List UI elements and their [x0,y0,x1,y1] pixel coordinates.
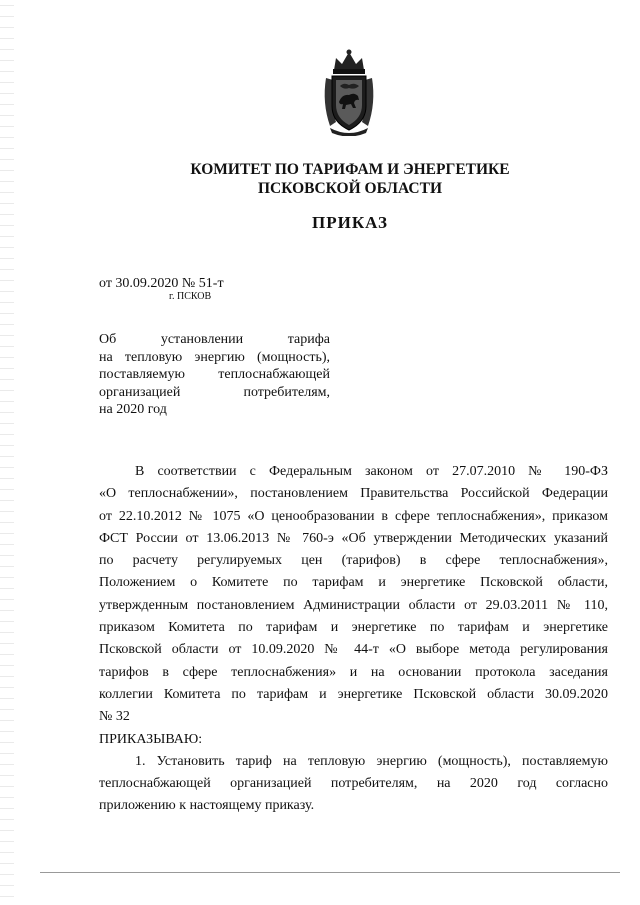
committee-name [150,160,550,198]
body-line: коллегии Комитета по тарифам и энергетике Псковской области 30.09.2020 [99,686,608,702]
scan-edge-artifact [0,0,14,905]
document-type-title: ПРИКАЗ [312,213,388,232]
order-command-word: ПРИКАЗЫВАЮ: [99,731,203,747]
item1-line: приложению к настоящему приказу. [99,798,315,814]
body-line: В соответствии с Федеральным законом от 27.07.2010 № 190-ФЗ [135,464,608,479]
committee-name-line2: ПСКОВСКОЙ ОБЛАСТИ [257,180,442,197]
body-line: по расчету регулируемых цен (тарифов) в сфере теплоснабжения», [99,553,608,569]
body-line: утвержденным постановлением Администрации области от 29.03.2011 № 110, [99,597,608,613]
subject-line: на 2020 год [99,402,167,417]
body-line: № 32 [99,709,130,725]
item1-line: теплоснабжающей организацией потребителям, на 2020 год согласно [99,776,608,792]
item1-line: 1. Установить тариф на тепловую энергию (мощность), поставляемую [135,753,608,769]
body-line: «О теплоснабжении», постановлением Правительства Российской Федерации [99,486,608,502]
subject-line: Об установлении тарифа [99,332,330,347]
city: г. ПСКОВ [169,291,212,302]
date-and-number: от 30.09.2020 № 51-т [99,276,224,291]
subject-line: на тепловую энергию (мощность), [99,349,330,365]
coat-of-arms-emblem [318,48,380,136]
subject-line: организацией потребителям, [99,384,330,400]
body-line: от 22.10.2012 № 1075 «О ценообразовании в сфере теплоснабжения», приказом [99,508,608,524]
order-subject [99,331,330,419]
order-body [99,461,608,818]
subject-line: поставляемую теплоснабжающей [99,367,330,382]
page-bottom-line [40,872,620,873]
body-line: тарифов в сфере теплоснабжения» и на основании протокола заседания [99,664,608,680]
body-line: Псковской области от 10.09.2020 № 44-т «О выборе метода регулирования [99,642,608,658]
body-line: Положением о Комитете по тарифам и энергетике Псковской области, [99,575,608,591]
body-line: ФСТ России от 13.06.2013 № 760-э «Об утверждении Методических указаний [99,530,608,546]
committee-name-line1: КОМИТЕТ ПО ТАРИФАМ И ЭНЕРГЕТИКЕ [190,161,510,178]
body-line: приказом Комитета по тарифам и энергетике по тарифам и энергетике [99,620,608,636]
